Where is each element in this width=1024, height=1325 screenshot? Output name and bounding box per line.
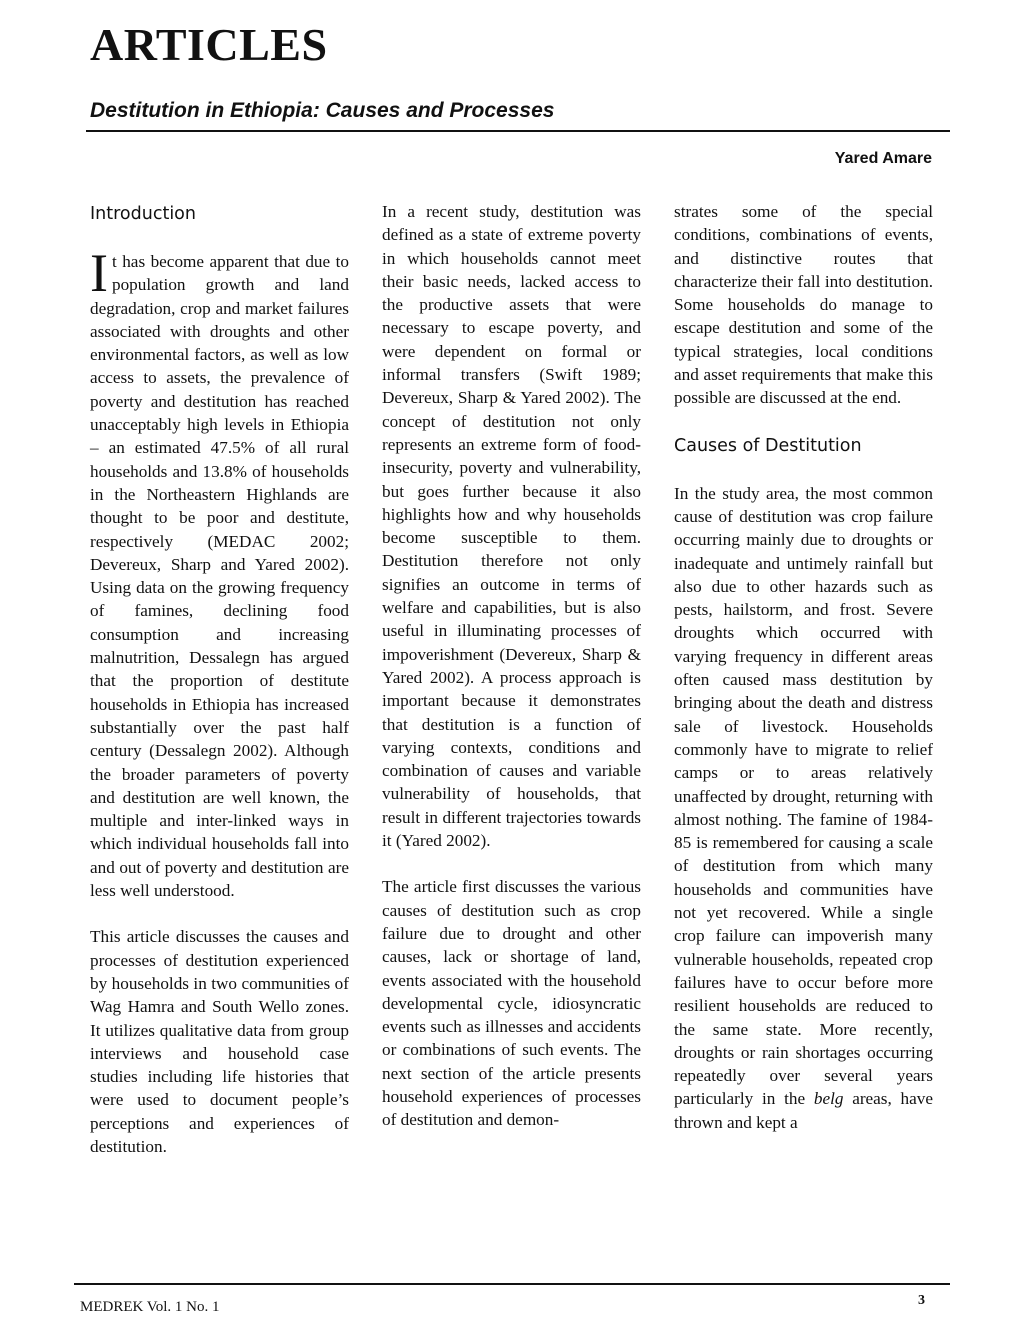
column-3	[674, 200, 933, 1134]
belg-term: belg	[813, 1089, 844, 1109]
column-1	[90, 200, 349, 1158]
journal-name: MEDREK Vol. 1 No. 1	[80, 1299, 220, 1315]
author-name: Yared Amare	[834, 150, 932, 167]
article-title: Destitution in Ethiopia: Causes and Processes	[90, 99, 555, 122]
drop-cap: I	[90, 243, 108, 303]
intro-paragraph-1	[90, 243, 349, 902]
title-rule	[86, 130, 950, 132]
causes-paragraph	[674, 482, 933, 1134]
column-3-paragraph-1: strates some of the special conditions, combinations of events, and distinctive routes that characterize their fall into destitution. Some households do manage to escape destitution and some of the typical strategies, local conditions and asset requirements that make this possible are discussed at the end.	[674, 202, 933, 408]
causes-text-a: In the study area, the most common cause of destitution was crop failure occurring mainly due to droughts or inadequate and untimely rainfall but also due to other hazards such as pests, hailstorm, and frost. Severe droughts which occurred with varying frequency in different areas often caused mass destitution by bringing about the death and distress sale of livestock. Households commonly have to migrate to relief camps or to areas relatively unaffected by drought, returning with almost nothing. The famine of 1984-85 is remembered for causing a scale of destitution from which many households and communities have not yet recovered. While a single crop failure can impoverish many vulnerable households, repeated crop failures have to occur before more resilient households are reduced to the same state. More recently, droughts or rain shortages occurring repeatedly over several years particularly in the	[674, 483, 933, 1109]
page-number: 3	[918, 1293, 925, 1308]
column-2-paragraph-1: In a recent study, destitution was defined as a state of extreme poverty in which households cannot meet their basic needs, lacked access to the productive assets that were necessary to escape poverty, and were dependent on formal or informal transfers (Swift 1989; Devereux, Sharp & Yared 2002). The concept of destitution not only represents an extreme form of food-insecurity, poverty and vulnerability, but goes further because it also highlights how and why households become susceptible to them. Destitution therefore not only signifies an outcome in terms of welfare and capabilities, but is also useful in illuminating processes of impoverishment (Devereux, Sharp & Yared 2002). A process approach is important because it demonstrates that destitution is a function of varying contexts, conditions and combination of causes and variable vulnerability of households, that result in different trajectories towards it (Yared 2002).	[382, 202, 641, 851]
introduction-heading: Introduction	[90, 204, 196, 224]
causes-text-b: areas, have thrown and kept a	[674, 1089, 933, 1132]
causes-heading: Causes of Destitution	[674, 435, 862, 456]
footer-rule	[74, 1283, 950, 1285]
column-2-paragraph-2: The article first discusses the various causes of destitution such as crop failure due to drought and other causes, lack or shortage of land, events associated with the household developmental cycle, idiosyncratic events such as illnesses and accidents or combinations of such events. The next section of the article presents household experiences of processes of destitution and demon-	[382, 877, 641, 1130]
column-2	[382, 200, 641, 1132]
section-heading: ARTICLES	[90, 19, 328, 70]
intro-paragraph-1-text: t has become apparent that due to population growth and land degradation, crop and market failures associated with droughts and other environmental factors, as well as low access to assets, the prevalence of poverty and destitution has reached unacceptably high levels in Ethiopia – an estimated 47.5% of all rural households and 13.8% of households in the Northeastern Highlands are thought to be poor and destitute, respectively (MEDAC 2002; Devereux, Sharp and Yared 2002). Using data on the growing frequency of famines, declining food consumption and increasing malnutrition, Dessalegn has argued that the proportion of destitute households in Ethiopia has increased substantially over the past half century (Dessalegn 2002). Although the broader parameters of poverty and destitution are well known, the multiple and inter-linked ways in which individual households fall into and out of poverty and destitution are less well understood.	[90, 252, 349, 901]
intro-paragraph-2: This article discusses the causes and processes of destitution experienced by households in two communities of Wag Hamra and South Wello zones. It utilizes qualitative data from group interviews and household case studies including life histories that were used to document people’s perceptions and experiences of destitution.	[90, 927, 349, 1156]
